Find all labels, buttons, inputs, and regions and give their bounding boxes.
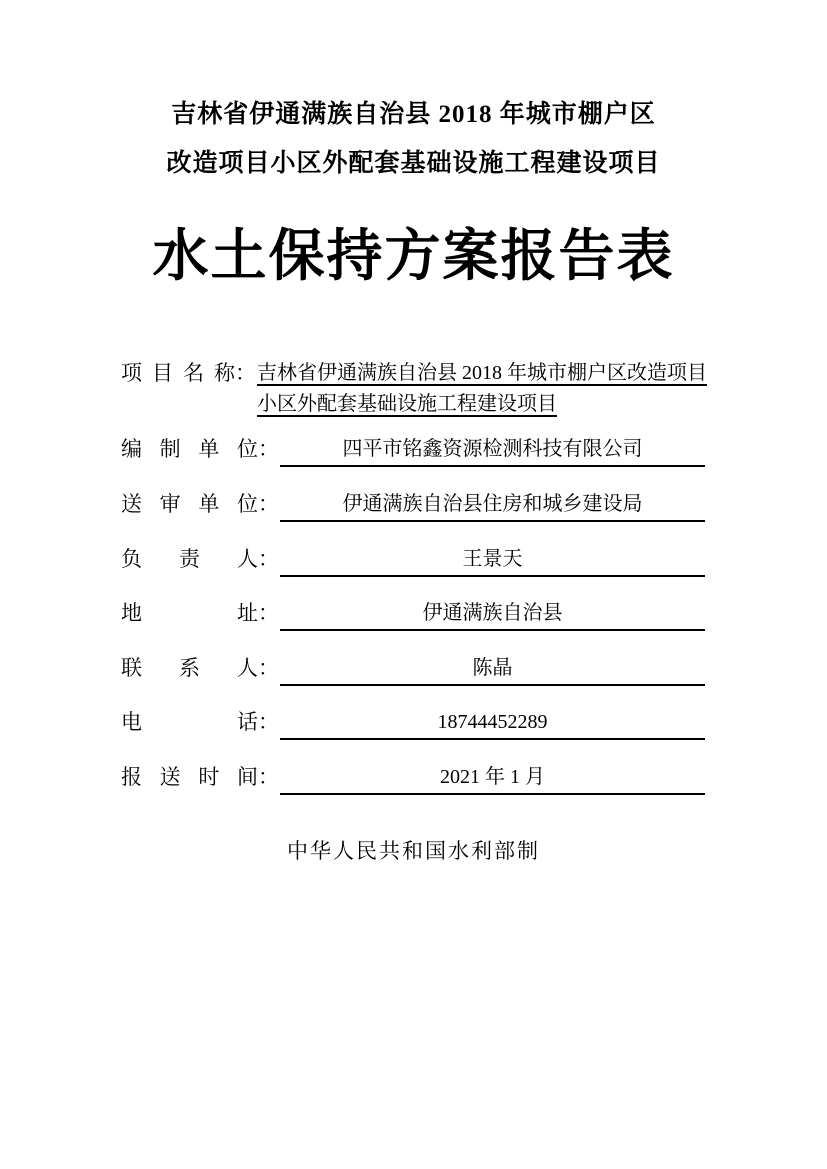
report-title: 水土保持方案报告表 xyxy=(152,224,675,287)
field-value-person-in-charge: 王景天 xyxy=(280,546,705,577)
field-row-phone xyxy=(121,709,705,740)
field-row-address xyxy=(121,600,705,631)
field-value-project-name: 吉林省伊通满族自治县 2018 年城市棚户区改造项目小区外配套基础设施工程建设项目 xyxy=(257,362,707,415)
field-value-submitting-unit: 伊通满族自治县住房和城乡建设局 xyxy=(280,491,705,522)
field-row-person-in-charge xyxy=(121,546,705,577)
field-value-contact-person: 陈晶 xyxy=(280,655,705,686)
field-colon: ： xyxy=(258,765,279,789)
field-colon: ： xyxy=(258,656,279,680)
header-line-2: 改造项目小区外配套基础设施工程建设项目 xyxy=(166,150,661,177)
field-colon: ： xyxy=(258,710,279,734)
field-label-phone: 电话 xyxy=(121,710,258,734)
field-label-contact-person: 联系人 xyxy=(121,656,258,680)
header-line-1: 吉林省伊通满族自治县 2018 年城市棚户区 xyxy=(171,101,656,128)
field-label-address: 地址 xyxy=(121,601,258,625)
field-colon: ： xyxy=(258,437,279,461)
field-label-compiling-unit: 编制单位 xyxy=(121,437,258,461)
field-row-project-name xyxy=(121,358,713,420)
field-label-submitting-unit: 送审单位 xyxy=(121,492,258,516)
field-label-project-name: 项目名称 xyxy=(121,361,235,385)
field-colon: ： xyxy=(235,361,256,385)
field-value-phone: 18744452289 xyxy=(280,709,705,740)
field-colon: ： xyxy=(258,601,279,625)
field-row-compiling-unit xyxy=(121,436,705,467)
field-colon: ： xyxy=(258,547,279,571)
field-value-submission-date: 2021 年 1 月 xyxy=(280,764,705,795)
field-colon: ： xyxy=(258,492,279,516)
field-value-address: 伊通满族自治县 xyxy=(280,600,705,631)
issuing-authority: 中华人民共和国水利部制 xyxy=(287,839,540,863)
field-label-person-in-charge: 负责人 xyxy=(121,547,258,571)
field-row-submitting-unit xyxy=(121,491,705,522)
field-row-contact-person xyxy=(121,655,705,686)
field-value-compiling-unit: 四平市铭鑫资源检测科技有限公司 xyxy=(280,436,705,467)
field-label-submission-date: 报送时间 xyxy=(121,765,258,789)
field-row-submission-date xyxy=(121,764,705,795)
